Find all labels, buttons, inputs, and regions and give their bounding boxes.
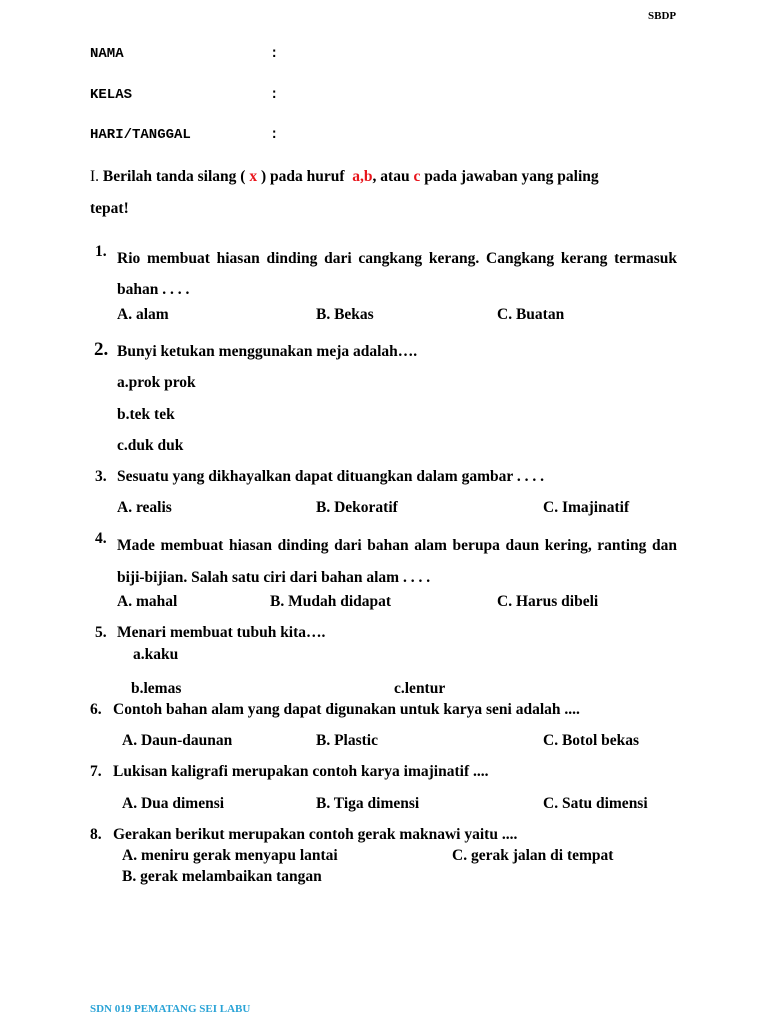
instruction-line1	[90, 168, 599, 186]
instruction-part2: ) pada huruf	[260, 168, 345, 185]
instruction-x-mark: x	[249, 168, 258, 185]
nama-label: NAMA	[90, 46, 124, 62]
nama-colon: :	[270, 46, 279, 62]
instruction-line2: tepat!	[90, 200, 129, 217]
option-c: c.duk duk	[117, 437, 184, 454]
footer-school: SDN 019 PEMATANG SEI LABU	[90, 1003, 251, 1015]
option-a: A. Dua dimensi	[122, 795, 225, 812]
instruction-part1: Berilah tanda silang (	[102, 168, 246, 185]
option-b: B. Tiga dimensi	[316, 795, 420, 812]
question-number: 1.	[95, 243, 107, 260]
subject-label: SBDP	[648, 10, 677, 22]
option-c: C. Botol bekas	[543, 732, 640, 749]
option-b: B. Mudah didapat	[270, 593, 392, 610]
option-a: A. meniru gerak menyapu lantai	[122, 847, 338, 864]
option-c: C. Buatan	[497, 306, 565, 323]
option-b: B. gerak melambaikan tangan	[122, 868, 322, 885]
option-c: C. gerak jalan di tempat	[452, 847, 614, 864]
question-text: Rio membuat hiasan dinding dari cangkang kerang. Cangkang kerang termasuk bahan . . . .	[117, 250, 677, 298]
instruction-c: c	[413, 168, 421, 185]
instruction-prefix: I.	[90, 168, 100, 185]
option-c: c.lentur	[394, 680, 446, 697]
question-text: Bunyi ketukan menggunakan meja adalah….	[117, 343, 418, 360]
option-a: A. realis	[117, 499, 172, 516]
question-text: Made membuat hiasan dinding dari bahan alam berupa daun kering, ranting dan biji-bijian. Salah satu ciri dari bahan alam . . . .	[117, 537, 677, 586]
instruction-ab: a,b	[352, 168, 373, 185]
question-text: Lukisan kaligrafi merupakan contoh karya imajinatif ....	[113, 763, 489, 780]
option-a: a.kaku	[133, 646, 179, 663]
kelas-label: KELAS	[90, 87, 133, 103]
option-c: C. Imajinatif	[543, 499, 630, 516]
question-number: 7.	[90, 763, 102, 780]
question-number: 3.	[95, 468, 107, 485]
kelas-colon: :	[270, 87, 279, 103]
option-a: A. Daun-daunan	[122, 732, 233, 749]
question-text: Gerakan berikut merupakan contoh gerak maknawi yaitu ....	[113, 826, 518, 843]
question-text: Contoh bahan alam yang dapat digunakan untuk karya seni adalah ....	[113, 701, 580, 718]
option-b: b.lemas	[131, 680, 182, 697]
question-text: Menari membuat tubuh kita….	[117, 624, 326, 641]
hari-tanggal-colon: :	[270, 127, 279, 143]
option-a: a.prok prok	[117, 374, 196, 391]
option-a: A. alam	[117, 306, 169, 323]
option-b: B. Dekoratif	[316, 499, 398, 516]
question-text: Sesuatu yang dikhayalkan dapat dituangkan dalam gambar . . . .	[117, 468, 544, 485]
option-c: C. Harus dibeli	[497, 593, 599, 610]
question-number: 2.	[94, 339, 109, 360]
instruction-part3: , atau	[372, 168, 410, 185]
question-number: 6.	[90, 701, 102, 718]
question-number: 8.	[90, 826, 102, 843]
option-b: b.tek tek	[117, 406, 175, 423]
option-b: B. Plastic	[316, 732, 378, 749]
hari-tanggal-label: HARI/TANGGAL	[90, 127, 191, 143]
option-a: A. mahal	[117, 593, 178, 610]
instruction-part4: pada jawaban yang paling	[424, 168, 599, 185]
option-c: C. Satu dimensi	[543, 795, 648, 812]
question-number: 4.	[95, 530, 107, 547]
question-number: 5.	[95, 624, 107, 641]
option-b: B. Bekas	[316, 306, 374, 323]
